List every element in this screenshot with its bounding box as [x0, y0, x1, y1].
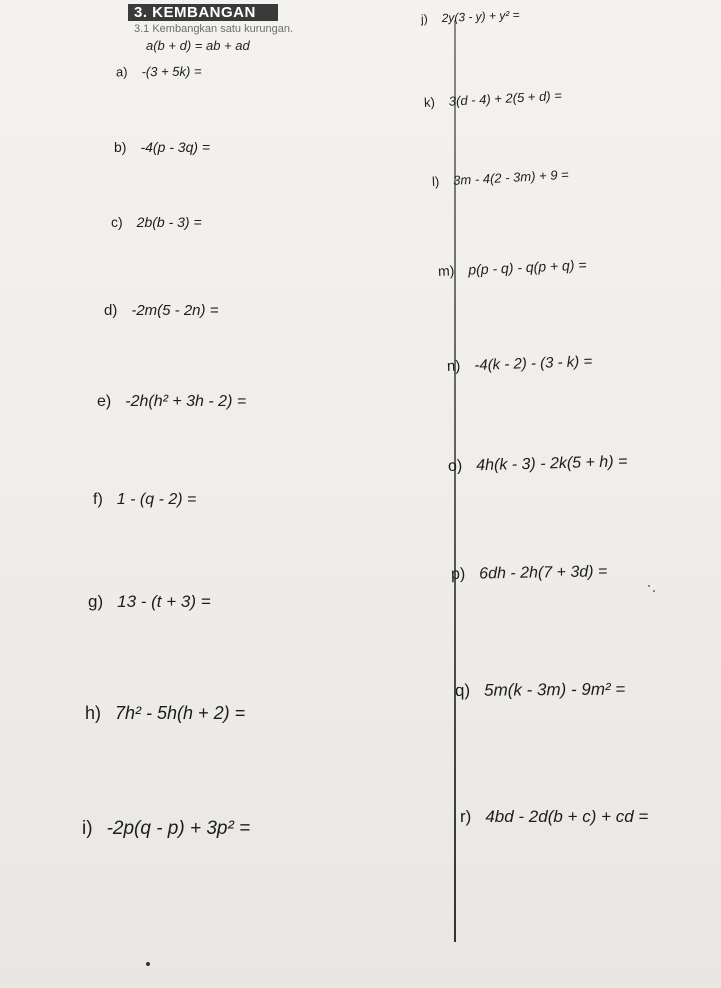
question-expression: 6dh - 2h(7 + 3d) =: [479, 563, 608, 583]
question-expression: p(p - q) - q(p + q) =: [467, 256, 587, 278]
question-label: g): [88, 592, 104, 611]
section-title: 3. KEMBANGAN: [134, 4, 256, 21]
question-label: a): [115, 64, 128, 80]
question-q: [455, 680, 625, 701]
question-c: [111, 214, 202, 230]
question-m: [438, 257, 587, 279]
question-expression: 2b(b - 3) =: [136, 214, 202, 230]
question-j: [421, 8, 520, 26]
question-p: [451, 563, 608, 584]
question-expression: 3(d - 4) + 2(5 + d) =: [448, 87, 563, 109]
question-expression: 2y(3 - y) + y² =: [441, 7, 520, 26]
column-divider: [454, 20, 456, 942]
question-label: l): [431, 173, 440, 189]
question-expression: 7h² - 5h(h + 2) =: [115, 703, 246, 723]
question-label: q): [454, 680, 471, 700]
question-b: [114, 139, 210, 155]
question-expression: -2m(5 - 2n) =: [131, 302, 219, 319]
question-label: o): [447, 457, 463, 475]
question-expression: -4(k - 2) - (3 - k) =: [474, 352, 593, 375]
question-label: e): [97, 393, 112, 410]
question-g: [88, 592, 211, 612]
question-label: p): [450, 565, 466, 583]
exercise-instruction: 3.1 Kembangkan satu kurungan.: [134, 23, 294, 35]
question-expression: 5m(k - 3m) - 9m² =: [484, 679, 626, 700]
question-label: i): [82, 818, 93, 839]
question-label: c): [111, 214, 123, 230]
question-expression: 4bd - 2d(b + c) + cd =: [485, 807, 649, 826]
question-expression: -4(p - 3q) =: [140, 139, 211, 155]
question-i: [82, 818, 250, 840]
question-k: [424, 88, 563, 110]
question-label: d): [104, 302, 118, 319]
question-label: f): [93, 491, 103, 508]
question-expression: -2h(h² + 3h - 2) =: [125, 393, 247, 410]
question-e: [97, 393, 246, 411]
question-o: [448, 453, 628, 476]
question-a: [116, 64, 202, 80]
question-expression: 13 - (t + 3) =: [117, 592, 211, 611]
question-f: [93, 491, 196, 509]
paper-speck: [648, 585, 650, 587]
question-label: n): [446, 357, 461, 375]
question-label: b): [114, 139, 127, 155]
question-expression: 1 - (q - 2) =: [116, 491, 197, 508]
question-label: h): [85, 703, 102, 723]
question-expression: -(3 + 5k) =: [141, 63, 202, 80]
question-l: [432, 167, 569, 189]
question-label: r): [460, 807, 472, 826]
paper-speck: [653, 590, 655, 592]
question-label: m): [437, 262, 455, 279]
question-expression: 3m - 4(2 - 3m) + 9 =: [452, 166, 570, 188]
question-expression: -2p(q - p) + 3p² =: [106, 818, 251, 839]
question-expression: 4h(k - 3) - 2k(5 + h) =: [475, 453, 628, 475]
question-label: j): [420, 11, 428, 26]
question-label: k): [423, 94, 436, 110]
question-n: [447, 353, 593, 375]
question-h: [85, 703, 245, 724]
example-formula: a(b + d) = ab + ad: [146, 38, 250, 53]
question-r: [460, 807, 648, 827]
question-d: [104, 302, 218, 319]
paper-mark: [146, 962, 150, 966]
